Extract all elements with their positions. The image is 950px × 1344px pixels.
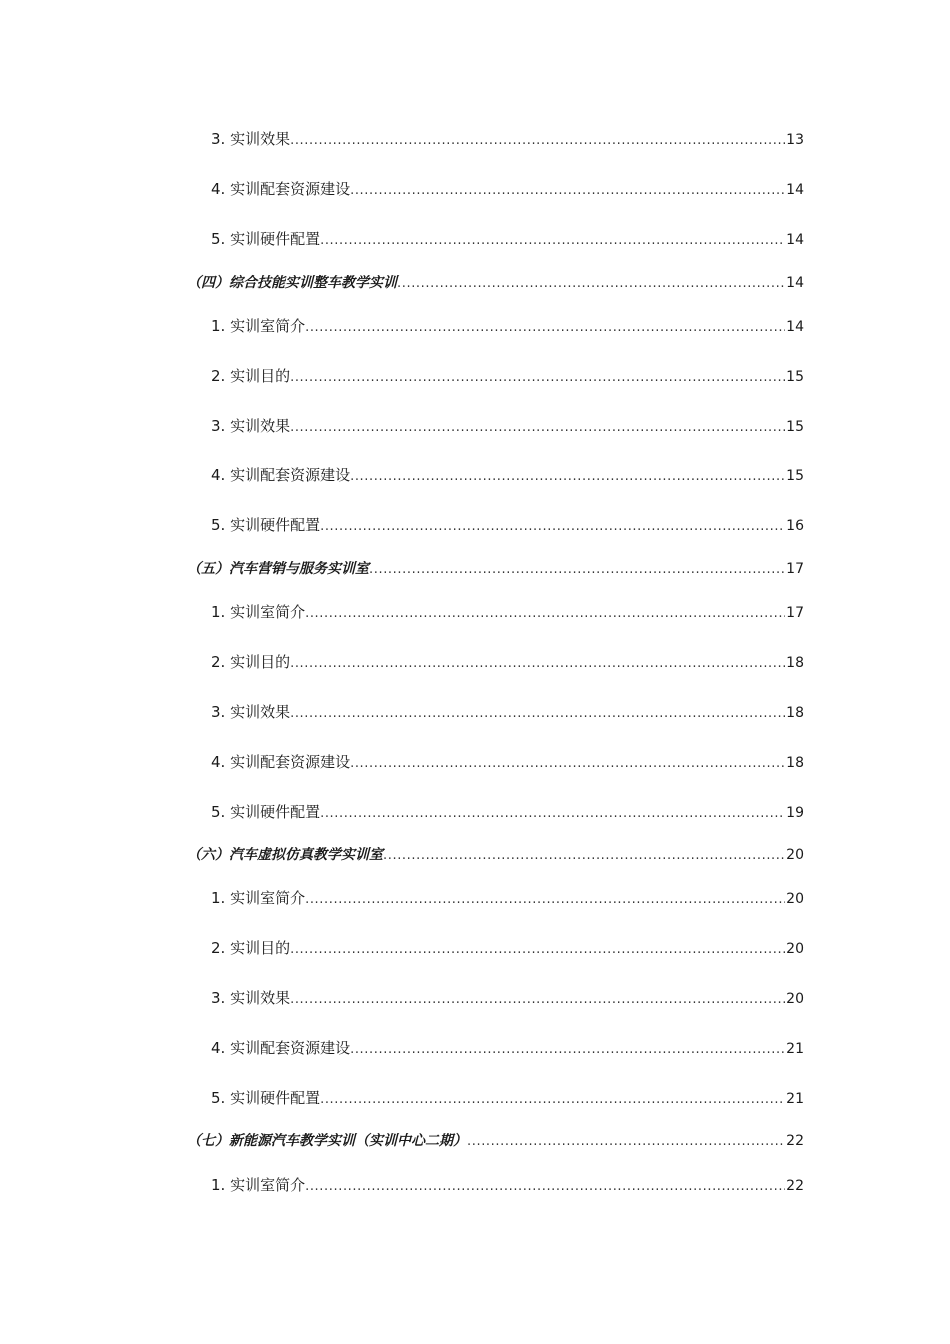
- toc-entry[interactable]: [211, 228, 804, 249]
- toc-entry[interactable]: [211, 178, 804, 199]
- toc-page-number: 22: [786, 1133, 804, 1149]
- toc-leader-dots: [350, 1042, 785, 1057]
- toc-entry[interactable]: [211, 801, 804, 822]
- toc-entry-label: 4. 实训配套资源建设: [211, 180, 351, 198]
- toc-entry-label: 1. 实训室简介: [211, 317, 306, 335]
- toc-page-number: 15: [786, 419, 804, 435]
- toc-leader-dots: [397, 276, 785, 291]
- toc-leader-dots: [290, 656, 785, 671]
- toc-entry-label: 1. 实训室简介: [211, 1176, 306, 1194]
- toc-entry-label: 4. 实训配套资源建设: [211, 753, 351, 771]
- toc-section-heading[interactable]: [187, 272, 804, 292]
- toc-entry[interactable]: [211, 937, 804, 958]
- toc-entry-label: 4. 实训配套资源建设: [211, 466, 351, 484]
- toc-page-number: 20: [786, 941, 804, 957]
- toc-entry-label: 2. 实训目的: [211, 939, 291, 957]
- toc-leader-dots: [305, 320, 785, 335]
- toc-entry-label: 1. 实训室简介: [211, 889, 306, 907]
- toc-entry-label: 2. 实训目的: [211, 653, 291, 671]
- toc-entry-label: 4. 实训配套资源建设: [211, 1039, 351, 1057]
- toc-entry[interactable]: [211, 1174, 804, 1195]
- toc-section-heading[interactable]: [187, 844, 804, 864]
- toc-leader-dots: [305, 606, 785, 621]
- toc-page-number: 21: [786, 1041, 804, 1057]
- toc-entry[interactable]: [211, 128, 804, 149]
- toc-leader-dots: [290, 420, 785, 435]
- toc-page-number: 18: [786, 655, 804, 671]
- toc-leader-dots: [305, 892, 785, 907]
- toc-entry-label: 1. 实训室简介: [211, 603, 306, 621]
- toc-section-heading[interactable]: [187, 558, 804, 578]
- toc-entry[interactable]: [211, 365, 804, 386]
- toc-leader-dots: [290, 992, 785, 1007]
- toc-page-number: 14: [786, 319, 804, 335]
- toc-entry[interactable]: [211, 751, 804, 772]
- toc-leader-dots: [290, 370, 785, 385]
- toc-entry-label: 3. 实训效果: [211, 989, 291, 1007]
- toc-entry-label: 3. 实训效果: [211, 417, 291, 435]
- toc-entry[interactable]: [211, 601, 804, 622]
- toc-page-number: 20: [786, 991, 804, 1007]
- toc-leader-dots: [320, 233, 785, 248]
- toc-leader-dots: [350, 469, 785, 484]
- toc-entry[interactable]: [211, 514, 804, 535]
- toc-entry[interactable]: [211, 1037, 804, 1058]
- toc-entry[interactable]: [211, 464, 804, 485]
- toc-section-label: （五）汽车营销与服务实训室: [187, 561, 369, 577]
- toc-page-number: 17: [786, 605, 804, 621]
- toc-leader-dots: [467, 1134, 785, 1149]
- toc-entry-label: 5. 实训硬件配置: [211, 230, 321, 248]
- toc-page-number: 20: [786, 891, 804, 907]
- toc-section-label: （四）综合技能实训整车教学实训: [187, 275, 397, 291]
- toc-leader-dots: [290, 942, 785, 957]
- toc-leader-dots: [350, 183, 785, 198]
- toc-entry-label: 5. 实训硬件配置: [211, 1089, 321, 1107]
- toc-section-label: （六）汽车虚拟仿真教学实训室: [187, 847, 383, 863]
- toc-leader-dots: [369, 562, 785, 577]
- toc-page-number: 14: [786, 182, 804, 198]
- toc-page-number: 19: [786, 805, 804, 821]
- toc-leader-dots: [350, 756, 785, 771]
- toc-entry[interactable]: [211, 651, 804, 672]
- toc-entry-label: 2. 实训目的: [211, 367, 291, 385]
- toc-section-label: （七）新能源汽车教学实训（实训中心二期）: [187, 1133, 467, 1149]
- toc-page-number: 16: [786, 518, 804, 534]
- toc-entry[interactable]: [211, 415, 804, 436]
- toc-page-number: 15: [786, 468, 804, 484]
- toc-entry-label: 3. 实训效果: [211, 130, 291, 148]
- toc-entry[interactable]: [211, 701, 804, 722]
- toc-entry-label: 5. 实训硬件配置: [211, 516, 321, 534]
- toc-page-number: 17: [786, 561, 804, 577]
- toc-leader-dots: [290, 133, 785, 148]
- toc-entry[interactable]: [211, 987, 804, 1008]
- toc-entry-label: 5. 实训硬件配置: [211, 803, 321, 821]
- toc-leader-dots: [320, 1092, 785, 1107]
- toc-page-number: 15: [786, 369, 804, 385]
- toc-entry[interactable]: [211, 1087, 804, 1108]
- toc-leader-dots: [290, 706, 785, 721]
- toc-leader-dots: [320, 519, 785, 534]
- toc-entry-label: 3. 实训效果: [211, 703, 291, 721]
- toc-leader-dots: [383, 848, 785, 863]
- toc-page-number: 13: [786, 132, 804, 148]
- toc-entry[interactable]: [211, 887, 804, 908]
- toc-page-number: 21: [786, 1091, 804, 1107]
- toc-page-number: 14: [786, 275, 804, 291]
- toc-entry[interactable]: [211, 315, 804, 336]
- toc-section-heading[interactable]: [187, 1130, 804, 1150]
- toc-page-number: 18: [786, 755, 804, 771]
- toc-leader-dots: [305, 1179, 785, 1194]
- toc-leader-dots: [320, 806, 785, 821]
- toc-page-number: 20: [786, 847, 804, 863]
- toc-page-number: 18: [786, 705, 804, 721]
- toc-page-number: 22: [786, 1178, 804, 1194]
- toc-page-number: 14: [786, 232, 804, 248]
